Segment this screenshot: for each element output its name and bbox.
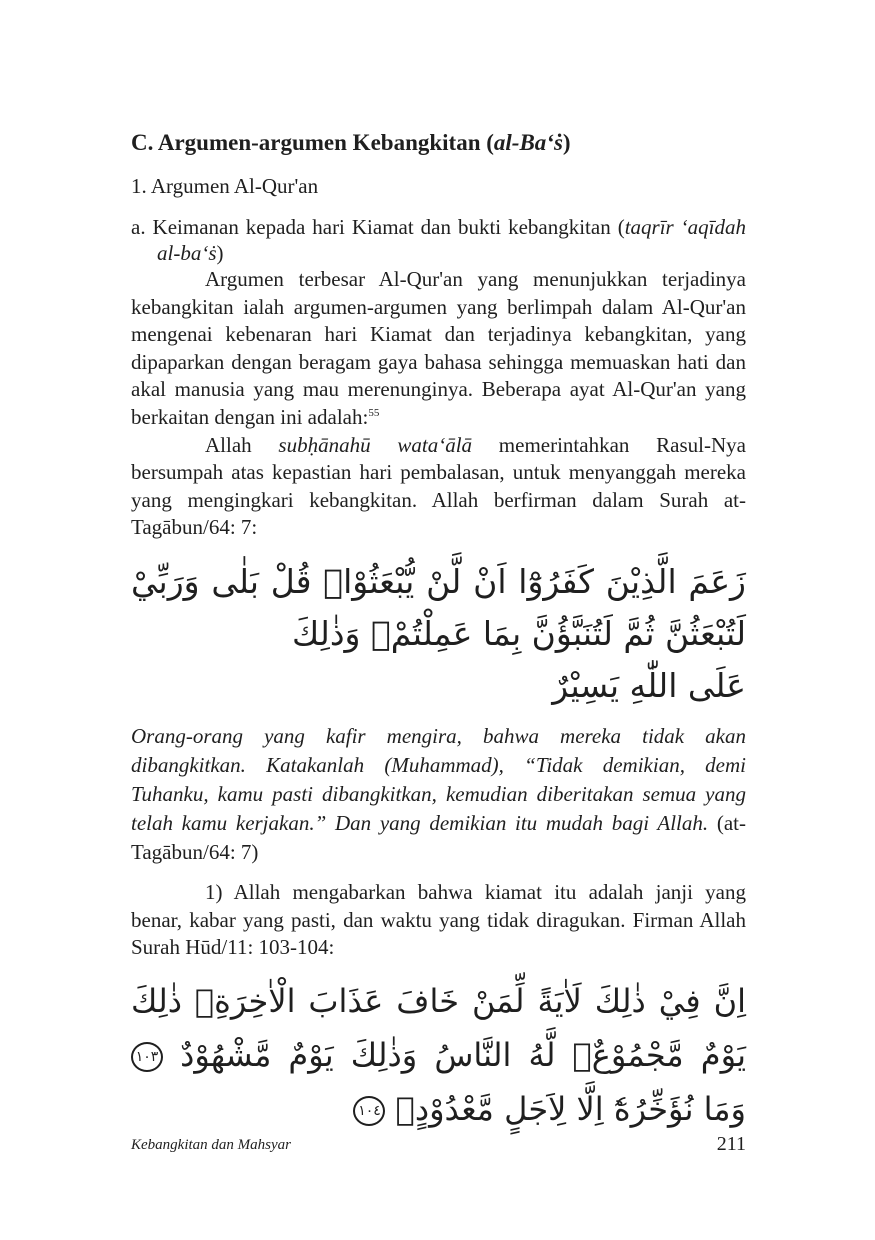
- running-title: Kebangkitan dan Mahsyar: [131, 1137, 291, 1153]
- paragraph-1: [131, 266, 746, 432]
- paragraph-2-rest: memerintahkan Rasul-Nya bersumpah atas kepastian hari pembalasan, untuk menyanggah mereka yang mengingkari kebangkitan. Allah berfirman dalam Surah at-Tagābun/64: 7:: [131, 432, 746, 540]
- paragraph-3: 1) Allah mengabarkan bahwa kiamat itu adalah janji yang benar, kabar yang pasti, dan waktu yang tidak diragukan. Firman Allah Surah Hūd/11: 103-104:: [131, 879, 746, 960]
- heading-suffix: ): [562, 130, 571, 155]
- item-a: [131, 214, 746, 266]
- paragraph-2: [131, 432, 746, 542]
- page-number: 211: [716, 1133, 746, 1155]
- page-content: [131, 128, 746, 1136]
- arabic-verse-1-line-1: زَعَمَ الَّذِيْنَ كَفَرُوْٓا اَنْ لَّنْ يُّبْعَثُوْاۗ قُلْ بَلٰى وَرَبِّيْ لَتُبْعَثُنَّ ثُمَّ لَتُنَبَّؤُنَّ بِمَا عَمِلْتُمْۗ وَذٰلِكَ: [131, 561, 746, 653]
- arabic-verse-1: [131, 556, 746, 712]
- arabic-verse-2: [131, 974, 746, 1136]
- heading-italic: al-Ba‘ṡ: [493, 130, 563, 155]
- paragraph-1-text: Argumen terbesar Al-Qur'an yang menunjukkan terjadinya kebangkitan ialah argumen-argumen yang berlimpah dalam Al-Qur'an mengenai kebenaran hari Kiamat dan terjadinya kebangkitan, yang dipaparkan dengan beragam gaya bahasa sehingga memuaskan hati dan akal manusia yang mau merenunginya. Beberapa ayat Al-Qur'an yang berkaitan dengan ini adalah:: [131, 267, 746, 429]
- paragraph-2-italic: subḥānahū wata‘ālā: [278, 432, 473, 457]
- item-a-text: a. Keimanan kepada hari Kiamat dan bukti kebangkitan (: [131, 215, 625, 239]
- arabic-verse-2-line-2b: وَمَا نُؤَخِّرُهٗٓ اِلَّا لِاَجَلٍ مَّعْدُوْدٍۗ: [395, 1089, 746, 1128]
- translation-1-ref: (at-Tagābun/64: 7): [131, 810, 746, 864]
- paragraph-2-start: Allah: [205, 432, 279, 457]
- arabic-verse-1-line-2: عَلَى اللّٰهِ يَسِيْرٌ: [552, 665, 746, 705]
- heading-text: C. Argumen-argumen Kebangkitan (: [131, 130, 494, 155]
- footnote-marker: 55: [368, 406, 380, 419]
- ayah-number-104: ١٠٤: [353, 1096, 385, 1126]
- section-heading: [131, 128, 746, 158]
- translation-1-italic: Orang-orang yang kafir mengira, bahwa mereka tidak akan dibangkitkan. Katakanlah (Muhammad), “Tidak demikian, demi Tuhanku, kamu pasti dibangkitkan, kemudian diberitakan semua yang telah kamu kerjakan.” Dan yang demikian itu mudah bagi Allah.: [131, 723, 746, 835]
- ayah-number-103: ١٠٣: [131, 1042, 163, 1072]
- item-a-italic: taqrīr ‘aqīdah al-ba‘ṡ: [157, 215, 747, 265]
- arabic-verse-2-line-2a: وَذٰلِكَ يَوْمٌ مَّشْهُوْدٌ: [180, 1035, 418, 1074]
- item-a-suffix: ): [216, 241, 224, 265]
- arabic-verse-2-line-1: اِنَّ فِيْ ذٰلِكَ لَاٰيَةً لِّمَنْ خَافَ عَذَابَ الْاٰخِرَةِۗ ذٰلِكَ يَوْمٌ مَّجْمُوْعٌۙ لَّهُ النَّاسُ: [131, 981, 747, 1074]
- subheading: 1. Argumen Al-Qur'an: [131, 174, 319, 198]
- translation-1: [131, 722, 746, 867]
